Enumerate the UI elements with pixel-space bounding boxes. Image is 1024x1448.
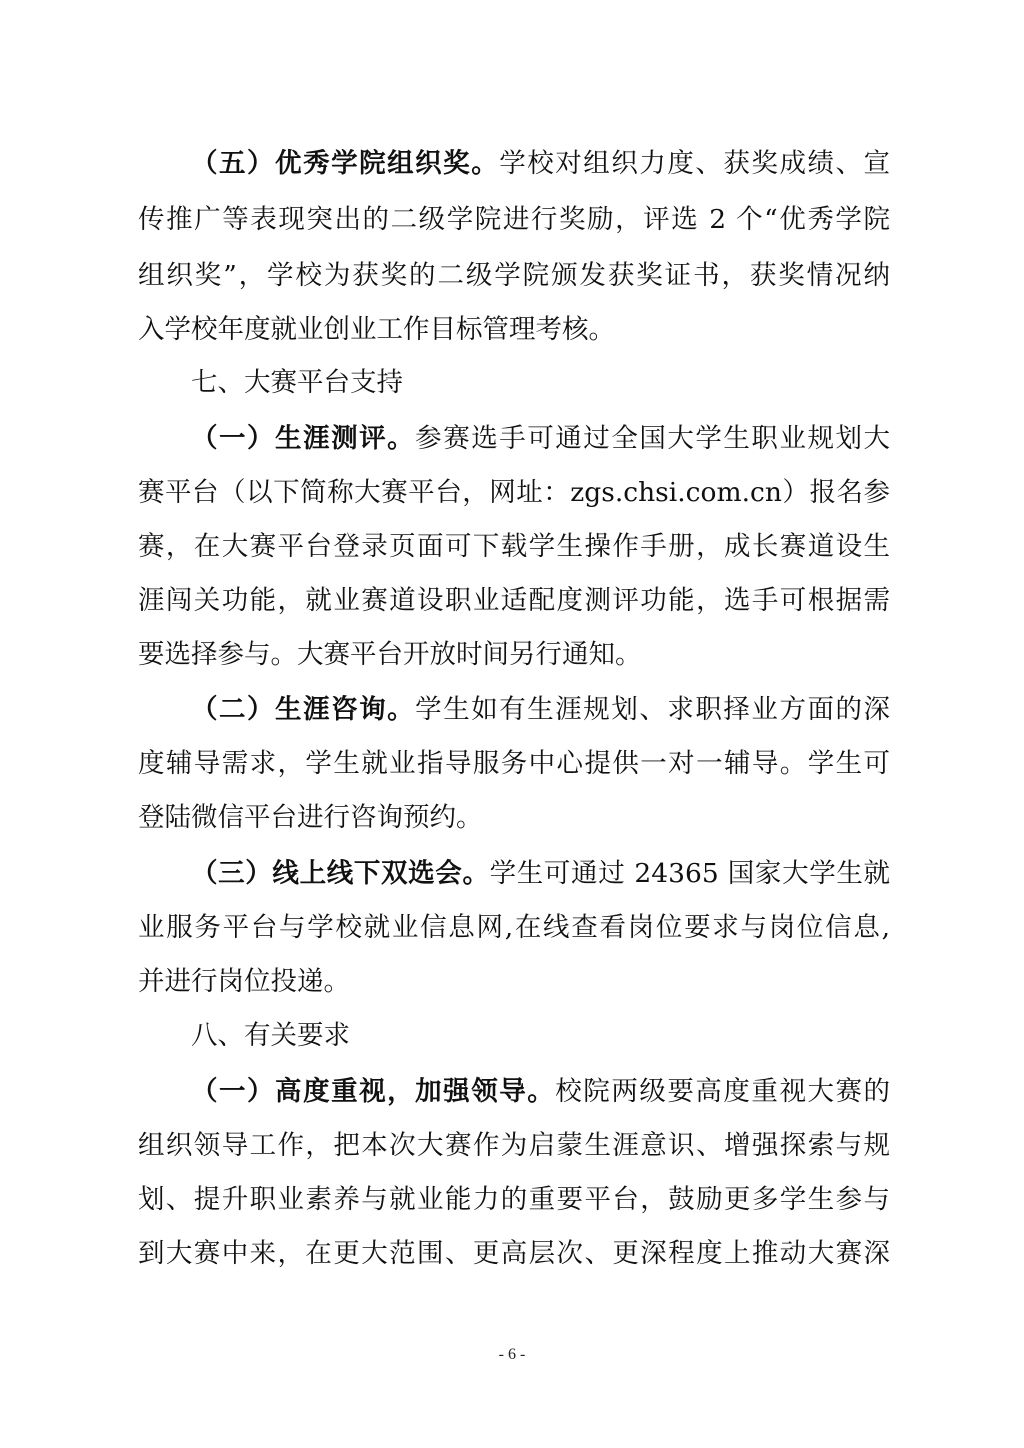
- paragraph-bold-lead: （五）优秀学院组织奖。: [191, 148, 500, 179]
- paragraph-text: 学校对组织力度、获奖成绩、宣: [499, 148, 891, 179]
- paragraph-line: 并进行岗位投递。: [138, 966, 350, 997]
- paragraph-bold-lead: （一）高度重视，加强领导。: [191, 1076, 556, 1107]
- paragraph-line: 传推广等表现突出的二级学院进行奖励，评选 2 个“优秀学院: [138, 204, 890, 235]
- paragraph-line: 要选择参与。大赛平台开放时间另行通知。: [138, 639, 642, 670]
- paragraph-text: 校院两级要高度重视大赛的: [555, 1076, 891, 1107]
- section-heading: 七、大赛平台支持: [191, 367, 403, 398]
- paragraph-bold-lead: （二）生涯咨询。: [191, 694, 416, 725]
- paragraph-line: 组织奖”，学校为获奖的二级学院颁发获奖证书，获奖情况纳: [138, 260, 890, 291]
- paragraph-line: 赛平台（以下简称大赛平台，网址：zgs.chsi.com.cn）报名参: [138, 477, 890, 508]
- paragraph-text: 学生如有生涯规划、求职择业方面的深: [415, 694, 891, 725]
- paragraph-bold-lead: （三）线上线下双选会。: [191, 858, 490, 889]
- paragraph-line: 登陆微信平台进行咨询预约。: [138, 802, 483, 833]
- paragraph-line: 划、提升职业素养与就业能力的重要平台，鼓励更多学生参与: [138, 1184, 890, 1215]
- paragraph-line: 入学校年度就业创业工作目标管理考核。: [138, 314, 615, 345]
- paragraph-line: 赛，在大赛平台登录页面可下载学生操作手册，成长赛道设生: [138, 531, 890, 562]
- paragraph-line: [191, 857, 890, 891]
- paragraph-text: 参赛选手可通过全国大学生职业规划大: [415, 423, 891, 454]
- paragraph-line: 到大赛中来，在更大范围、更高层次、更深程度上推动大赛深: [138, 1238, 890, 1269]
- paragraph-line: [191, 422, 890, 456]
- paragraph-line: 业服务平台与学校就业信息网,在线查看岗位要求与岗位信息,: [138, 912, 890, 943]
- paragraph-line: 组织领导工作，把本次大赛作为启蒙生涯意识、增强探索与规: [138, 1130, 890, 1161]
- page-number: - 6 -: [498, 1346, 526, 1363]
- paragraph-line: 度辅导需求，学生就业指导服务中心提供一对一辅导。学生可: [138, 748, 890, 779]
- paragraph-line: [191, 147, 890, 181]
- paragraph-bold-lead: （一）生涯测评。: [191, 423, 416, 454]
- section-heading: 八、有关要求: [191, 1020, 350, 1051]
- paragraph-text: 学生可通过 24365 国家大学生就: [489, 858, 891, 889]
- paragraph-line: 涯闯关功能，就业赛道设职业适配度测评功能，选手可根据需: [138, 585, 890, 616]
- paragraph-line: [191, 693, 890, 727]
- paragraph-line: [191, 1075, 890, 1109]
